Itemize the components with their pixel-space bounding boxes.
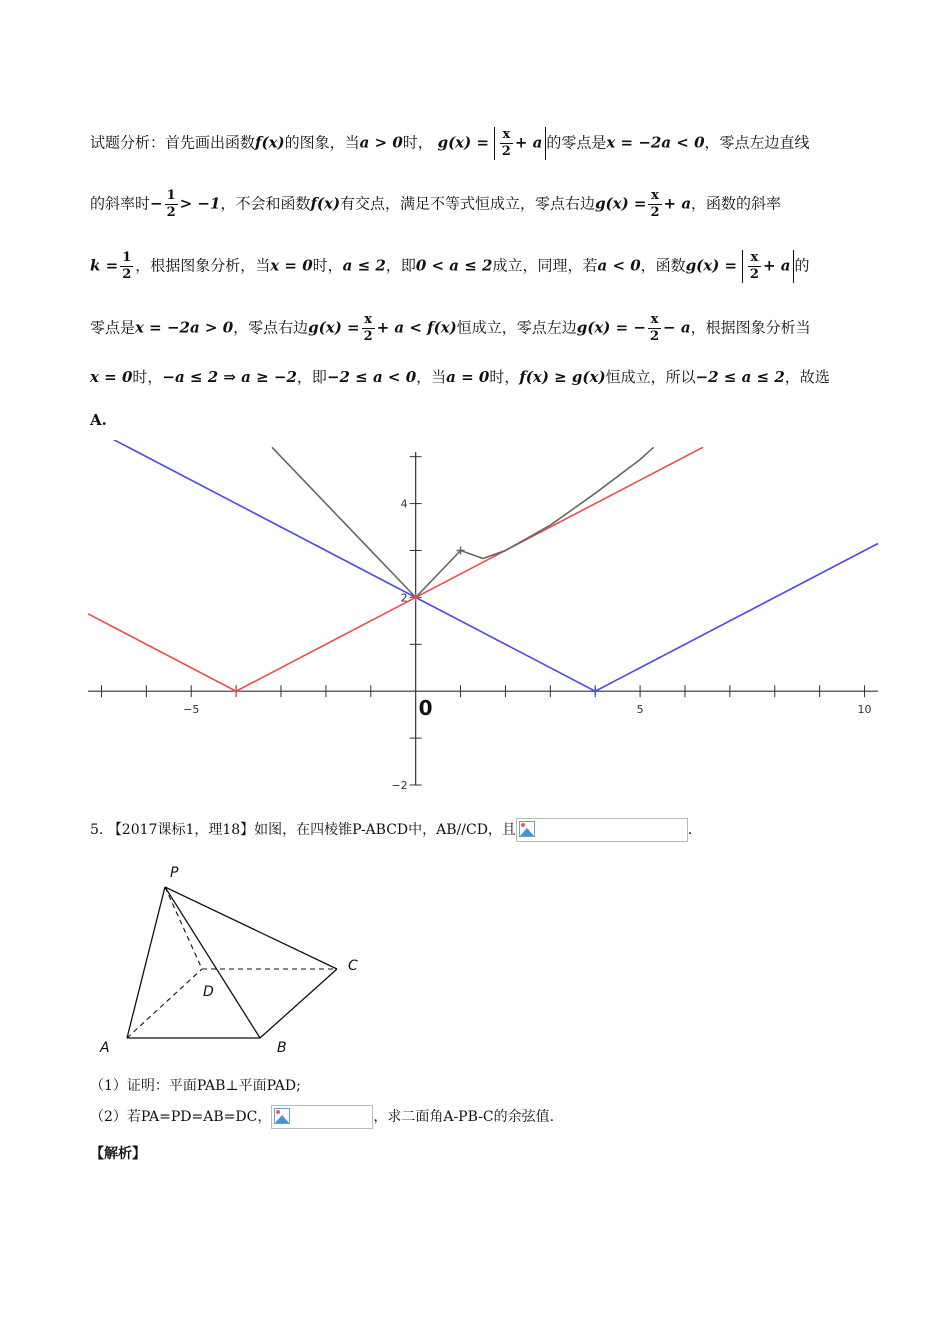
- pyramid-figure: [90, 855, 390, 1065]
- math: a < 0: [597, 256, 641, 275]
- text: 成立，同理，若: [492, 256, 598, 275]
- math: −2 ≤ a < 0: [326, 368, 417, 386]
- text: ，零点右边: [233, 318, 309, 337]
- math: x = −2a > 0: [135, 318, 234, 337]
- answer-text: A.: [90, 411, 107, 429]
- text: ，函数: [640, 256, 686, 275]
- vertex-label-B: B: [277, 1040, 287, 1056]
- edge-AD: [127, 969, 202, 1038]
- problem-stem-text: 如图，在四棱锥P-ABCD中，AB//CD，且: [254, 822, 516, 838]
- math: x = −2a < 0: [606, 133, 705, 152]
- analysis-line-2: [90, 188, 781, 221]
- absolute-value: [742, 250, 795, 283]
- function-graph: [0, 440, 950, 800]
- broken-image-icon: [274, 1108, 290, 1124]
- numerator: x: [362, 312, 375, 329]
- edge-PA: [127, 887, 165, 1038]
- part-2: [90, 1105, 554, 1129]
- fraction: [748, 250, 761, 283]
- analysis-line-1: [90, 127, 810, 160]
- math: a = 0: [446, 368, 490, 386]
- vertex-label-C: C: [348, 958, 358, 974]
- series-gray-curve: [461, 447, 654, 558]
- text: ，即: [385, 256, 416, 275]
- graph-series: [88, 440, 878, 695]
- denominator: 2: [166, 205, 176, 220]
- part-2-text-b: ，求二面角A-PB-C的余弦值.: [373, 1109, 555, 1125]
- edge-PD: [165, 887, 202, 969]
- edge-BC: [260, 969, 337, 1038]
- text: 有交点，满足不等式恒成立，零点右边: [340, 194, 596, 213]
- denominator: 2: [501, 144, 511, 159]
- fraction: [648, 188, 661, 221]
- math: f(x): [255, 133, 285, 152]
- math: g(x) = −: [576, 318, 646, 337]
- problem-stem-end: .: [687, 822, 693, 838]
- text: ，根据图象分析当: [690, 318, 811, 337]
- problem-stem: [90, 818, 692, 842]
- pyramid-solid-edges: [127, 887, 337, 1038]
- fraction: [120, 250, 133, 283]
- vertex-label-A: A: [100, 1040, 110, 1056]
- text: ，故选: [784, 368, 830, 386]
- text: 的图象，当: [284, 133, 360, 152]
- numerator: x: [748, 250, 761, 267]
- y-tick-label: −2: [391, 779, 408, 792]
- series-red-line: [88, 447, 703, 691]
- denominator: 2: [650, 205, 660, 220]
- analysis-line-4: [90, 312, 811, 345]
- math: + a: [762, 256, 791, 275]
- y-tick-label: 4: [400, 497, 408, 511]
- marked-point: [232, 687, 240, 695]
- math: −: [150, 194, 163, 213]
- part-2-text-a: （2）若PA=PD=AB=DC，: [90, 1109, 272, 1125]
- text: ，根据图象分析，当: [135, 256, 271, 275]
- marked-point: [591, 687, 599, 695]
- math: x = 0: [90, 368, 133, 386]
- math: f(x) ≥ g(x): [519, 368, 606, 386]
- fraction: [648, 312, 661, 345]
- math: −2 ≤ a ≤ 2: [695, 368, 785, 386]
- graph-labels: [183, 498, 871, 792]
- text: 零点是: [90, 318, 136, 337]
- x-tick-label: 5: [636, 703, 644, 717]
- series-gray-line: [272, 447, 461, 597]
- denominator: 2: [122, 267, 132, 282]
- numerator: x: [648, 312, 661, 329]
- math: − a: [663, 318, 691, 337]
- text: 时，: [402, 133, 433, 152]
- origin-label: 0: [418, 696, 433, 721]
- math: 0 < a ≤ 2: [415, 256, 493, 275]
- fraction: [362, 312, 375, 345]
- series-blue-line: [88, 440, 878, 691]
- x-tick-label: −5: [183, 703, 200, 717]
- math: k =: [90, 256, 119, 275]
- denominator: 2: [650, 329, 660, 344]
- numerator: x: [500, 127, 513, 144]
- text: ，即: [296, 368, 327, 386]
- problem-number: 5.: [90, 822, 104, 838]
- x-tick-label: 10: [857, 703, 872, 717]
- text: ，不会和函数: [220, 194, 311, 213]
- text: 恒成立，零点左边: [456, 318, 577, 337]
- solution-label: 【解析】: [90, 1146, 146, 1162]
- math: + a: [663, 194, 692, 213]
- text: 时，: [132, 368, 163, 386]
- text: 时，: [489, 368, 520, 386]
- analysis-line-5: [90, 366, 830, 387]
- broken-image: [516, 818, 688, 842]
- fraction: [500, 127, 513, 160]
- text: 的斜率时: [90, 194, 151, 213]
- text: 时，: [312, 256, 343, 275]
- math: x = 0: [270, 256, 313, 275]
- text: 试题分析：首先画出函数: [90, 133, 256, 152]
- math: a ≤ 2: [342, 256, 386, 275]
- denominator: 2: [363, 329, 373, 344]
- numerator: x: [648, 188, 661, 205]
- math: f(x): [310, 194, 341, 213]
- text: 的零点是: [546, 133, 607, 152]
- math: a > 0: [359, 133, 403, 152]
- graph-axes: [88, 452, 878, 785]
- text: 恒成立，所以: [605, 368, 696, 386]
- math: > −1: [179, 194, 221, 213]
- text: ，函数的斜率: [691, 194, 782, 213]
- math: g(x) =: [437, 133, 490, 152]
- pyramid-hidden-edges: [127, 887, 337, 1038]
- analysis-line-3: [90, 250, 809, 283]
- numerator: 1: [166, 188, 176, 203]
- vertex-label-D: D: [203, 984, 214, 1000]
- fraction: [165, 188, 178, 221]
- part-1: （1）证明：平面PAB⊥平面PAD;: [90, 1078, 301, 1094]
- text: ，零点左边直线: [704, 133, 810, 152]
- math: + a: [514, 133, 543, 152]
- math: + a < f(x): [376, 318, 457, 337]
- broken-image: [271, 1105, 373, 1129]
- math: g(x) =: [685, 256, 738, 275]
- broken-image-icon: [519, 821, 535, 837]
- problem-source: 【2017课标1，理18】: [107, 822, 255, 838]
- vertex-label-P: P: [170, 865, 179, 881]
- text: 的: [794, 256, 810, 275]
- numerator: 1: [122, 250, 132, 265]
- math: −a ≤ 2 ⇒ a ≥ −2: [162, 368, 297, 386]
- denominator: 2: [749, 267, 759, 282]
- math: g(x) =: [595, 194, 647, 213]
- math: g(x) =: [308, 318, 360, 337]
- text: ，当: [416, 368, 447, 386]
- y-tick-label: 2: [400, 591, 408, 605]
- absolute-value: [494, 127, 547, 160]
